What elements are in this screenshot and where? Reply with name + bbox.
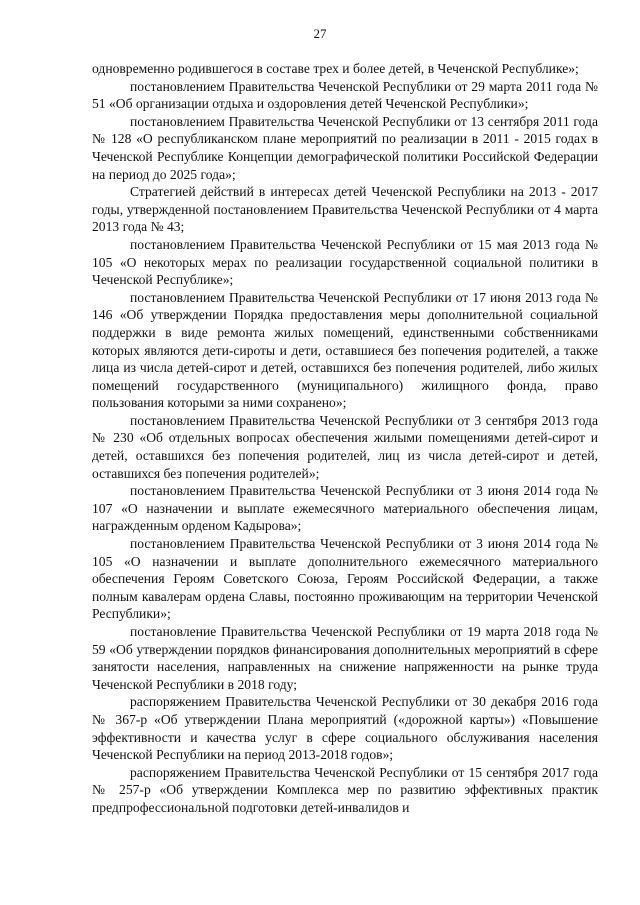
paragraph: постановлением Правительства Чеченской Республики от 3 июня 2014 года № 107 «О назначении и выплате ежемесячного материального обеспечения лицам, награжденным орденом Кадырова»; xyxy=(92,483,598,534)
paragraph: постановлением Правительства Чеченской Республики от 13 сентября 2011 года № 128 «О республиканском плане мероприятий по реализации в 2011 - 2015 годах в Чеченской Республике Концепции демографической политики Российской Федерации на период до 2025 года»; xyxy=(92,113,598,182)
paragraph: постановлением Правительства Чеченской Республики от 17 июня 2013 года № 146 «Об утверждении Порядка предоставления меры дополнительной социальной поддержки в виде ремонта жилых помещений, единственными собственниками которых являются дети-сироты и дети, оставшиеся без попечения родителей, а также лица из числа детей-сирот и детей, оставшихся без попечения родителей, либо жилых помещений государственного (муниципального) жилищного фонда, право пользования которыми за ними сохранено»; xyxy=(92,289,598,411)
page-number: 27 xyxy=(313,26,327,41)
paragraph: постановлением Правительства Чеченской Республики от 3 июня 2014 года № 105 «О назначении и выплате дополнительного ежемесячного материального обеспечения Героям Советского Союза, Героям Российской Федерации, а также полным кавалерам ордена Славы, постоянно проживающим на территории Чеченской Республики»; xyxy=(92,536,598,622)
paragraph: постановление Правительства Чеченской Республики от 19 марта 2018 года № 59 «Об утверждении порядков финансирования дополнительных мероприятий в сфере занятости населения, направленных на снижение напряженности на рынке труда Чеченской Республики в 2018 году; xyxy=(92,624,598,692)
paragraph: постановлением Правительства Чеченской Республики от 15 мая 2013 года № 105 «О некоторых мерах по реализации государственной социальной политики в Чеченской Республике»; xyxy=(92,236,598,288)
paragraph: постановлением Правительства Чеченской Республики от 3 сентября 2013 года № 230 «Об отдельных вопросах обеспечения жилыми помещениями детей-сирот и детей, оставшихся без попечения родителей, лиц из числа детей-сирот и детей, оставшихся без попечения родителей»; xyxy=(92,412,598,481)
paragraph: Стратегией действий в интересах детей Чеченской Республики на 2013 - 2017 годы, утвержденной постановлением Правительства Чеченской Республики от 4 марта 2013 года № 43; xyxy=(92,184,598,235)
paragraph: постановлением Правительства Чеченской Республики от 29 марта 2011 года № 51 «Об организации отдыха и оздоровления детей Чеченской Республики»; xyxy=(92,78,598,112)
paragraph: одновременно родившегося в составе трех и более детей, в Чеченской Республике»; xyxy=(92,61,579,76)
paragraph: распоряжением Правительства Чеченской Республики от 15 сентября 2017 года № 257-р «Об утверждении Комплекса мер по развитию эффективных практик предпрофессиональной подготовки детей-инвалидов и xyxy=(92,764,598,815)
paragraph: распоряжением Правительства Чеченской Республики от 30 декабря 2016 года № 367-р «Об утверждении Плана мероприятий («дорожной карты») «Повышение эффективности и качества услуг в сфере социального обслуживания населения Чеченской Республики на период 2013-2018 годов»; xyxy=(92,694,598,763)
document-body xyxy=(92,60,598,817)
